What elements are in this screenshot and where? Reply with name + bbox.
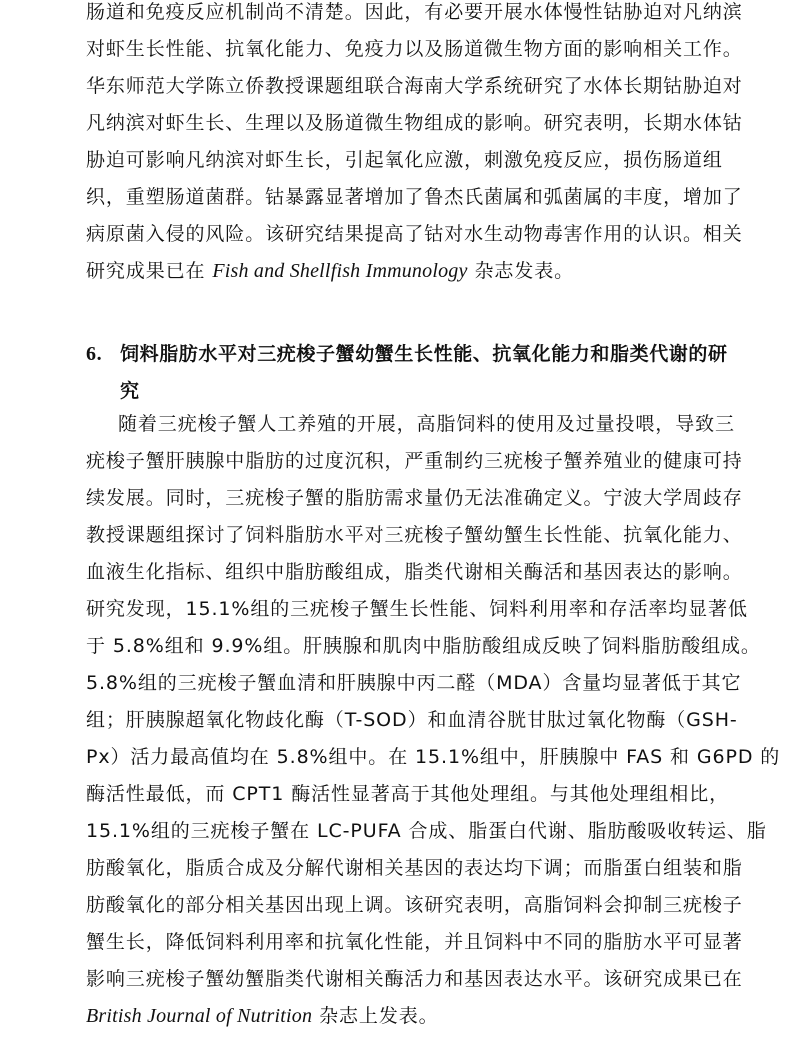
section-number: 6. (86, 343, 103, 365)
body-last-line-suffix: 杂志上发表。 (312, 1005, 439, 1027)
body-line: 肪酸氧化，脂质合成及分解代谢相关基因的表达均下调；而脂蛋白组装和脂 (86, 857, 743, 879)
body-last-line (86, 1004, 439, 1028)
body-line: 研究发现，15.1%组的三疣梭子蟹生长性能、饲料利用率和存活率均显著低 (86, 598, 748, 620)
body-line: 血液生化指标、组织中脂肪酸组成，脂类代谢相关酶活和基因表达的影响。 (86, 561, 743, 583)
intro-line: 肠道和免疫反应机制尚不清楚。因此，有必要开展水体慢性钴胁迫对凡纳滨 (86, 1, 743, 23)
journal-name: Fish and Shellfish Immunology (212, 260, 468, 282)
body-line: 影响三疣梭子蟹幼蟹脂类代谢相关酶活力和基因表达水平。该研究成果已在 (86, 968, 743, 990)
intro-line: 凡纳滨对虾生长、生理以及肠道微生物组成的影响。研究表明，长期水体钴 (86, 112, 743, 134)
body-line: 酶活性最低，而 CPT1 酶活性显著高于其他处理组。与其他处理组相比， (86, 783, 729, 805)
intro-line: 华东师范大学陈立侨教授课题组联合海南大学系统研究了水体长期钴胁迫对 (86, 75, 743, 97)
body-line: 15.1%组的三疣梭子蟹在 LC-PUFA 合成、脂蛋白代谢、脂肪酸吸收转运、脂 (86, 820, 767, 842)
section-title-line1: 饲料脂肪水平对三疣梭子蟹幼蟹生长性能、抗氧化能力和脂类代谢的研 (120, 343, 728, 365)
section-heading (86, 336, 736, 410)
body-line: 于 5.8%组和 9.9%组。肝胰腺和肌肉中脂肪酸组成反映了饲料脂肪酸组成。 (86, 635, 761, 657)
body-line: 5.8%组的三疣梭子蟹血清和肝胰腺中丙二醛（MDA）含量均显著低于其它 (86, 672, 742, 694)
section-title-line2: 究 (120, 380, 140, 402)
intro-last-line-prefix: 研究成果已在 (86, 260, 213, 282)
body-line: 肪酸氧化的部分相关基因出现上调。该研究表明，高脂饲料会抑制三疣梭子 (86, 894, 743, 916)
intro-line: 织，重塑肠道菌群。钴暴露显著增加了鲁杰氏菌属和弧菌属的丰度，增加了 (86, 186, 743, 208)
body-line: 疣梭子蟹肝胰腺中脂肪的过度沉积，严重制约三疣梭子蟹养殖业的健康可持 (86, 450, 743, 472)
intro-line: 胁迫可影响凡纳滨对虾生长，引起氧化应激，刺激免疫反应，损伤肠道组 (86, 149, 723, 171)
body-line: 蟹生长，降低饲料利用率和抗氧化性能，并且饲料中不同的脂肪水平可显著 (86, 931, 743, 953)
intro-line: 对虾生长性能、抗氧化能力、免疫力以及肠道微生物方面的影响相关工作。 (86, 38, 743, 60)
body-line: 随着三疣梭子蟹人工养殖的开展，高脂饲料的使用及过量投喂，导致三 (118, 413, 735, 435)
journal-name: British Journal of Nutrition (86, 1005, 313, 1027)
intro-last-line (86, 259, 574, 283)
body-line: Px）活力最高值均在 5.8%组中。在 15.1%组中，肝胰腺中 FAS 和 G6PD 的 (86, 746, 781, 768)
body-line: 续发展。同时，三疣梭子蟹的脂肪需求量仍无法准确定义。宁波大学周歧存 (86, 487, 743, 509)
body-line: 教授课题组探讨了饲料脂肪水平对三疣梭子蟹幼蟹生长性能、抗氧化能力、 (86, 524, 743, 546)
body-line: 组；肝胰腺超氧化物歧化酶（T-SOD）和血清谷胱甘肽过氧化物酶（GSH- (86, 709, 738, 731)
intro-last-line-suffix: 杂志发表。 (467, 260, 575, 282)
intro-line: 病原菌入侵的风险。该研究结果提高了钴对水生动物毒害作用的认识。相关 (86, 223, 743, 245)
